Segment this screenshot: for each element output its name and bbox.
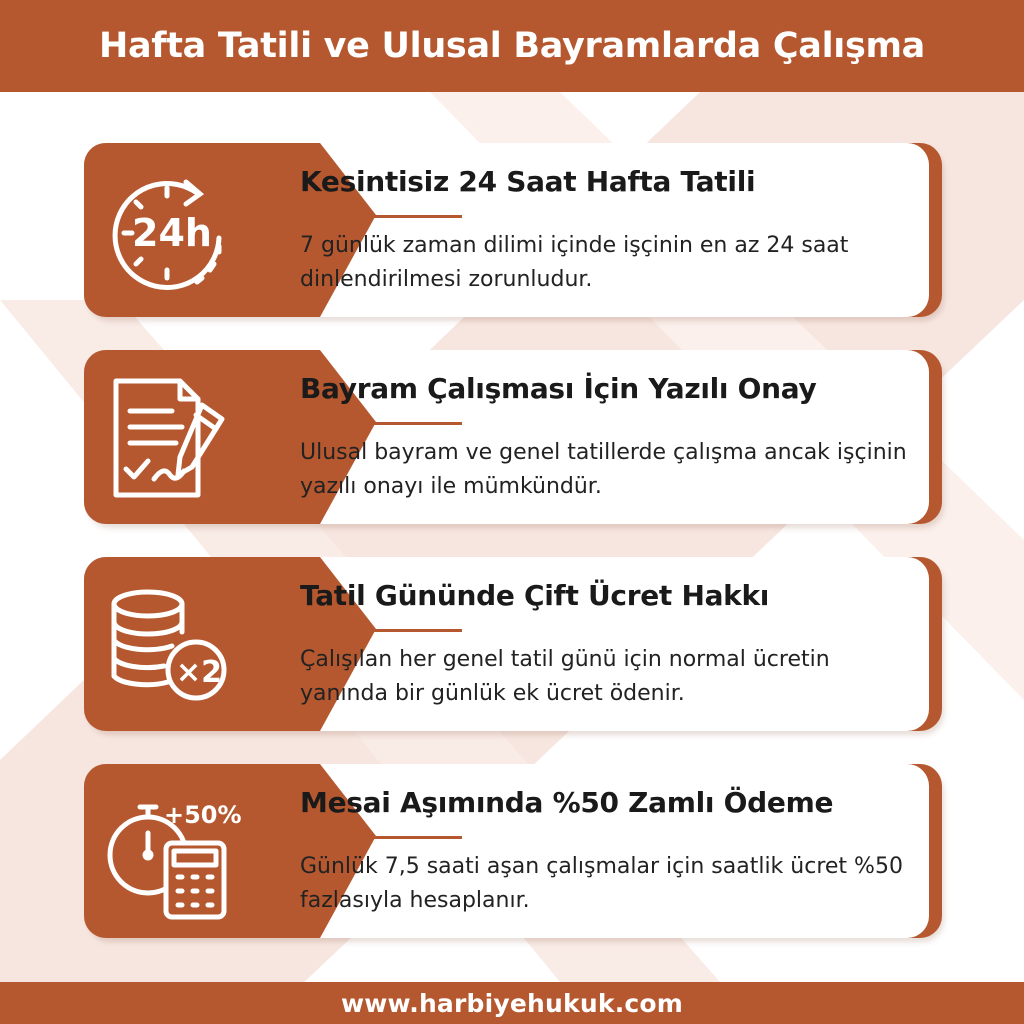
card-title: Kesintisiz 24 Saat Hafta Tatili <box>300 165 756 198</box>
svg-text:×2: ×2 <box>176 655 223 690</box>
card-description: 7 günlük zaman dilimi içinde işçinin en az 24 saat dinlendirilmesi zorunludur. <box>300 233 849 292</box>
card-weekly-rest <box>84 143 942 317</box>
card-overtime-pay <box>84 764 942 938</box>
svg-text:+50%: +50% <box>164 801 242 829</box>
page-footer <box>0 982 1024 1024</box>
coins-double-icon <box>102 582 232 712</box>
clock-24h-icon <box>102 168 232 298</box>
card-description: Ulusal bayram ve genel tatillerde çalışma ancak işçinin yazılı onayı ile mümkündür. <box>300 440 907 499</box>
card-title: Tatil Gününde Çift Ücret Hakkı <box>300 579 770 612</box>
card-description: Çalışılan her genel tatil günü için normal ücretin yanında bir günlük ek ücret ödenir. <box>300 647 830 706</box>
title-underline <box>300 422 462 425</box>
website-link[interactable]: www.harbiyehukuk.com <box>340 988 684 1018</box>
svg-text:24h: 24h <box>132 211 212 255</box>
title-underline <box>300 629 462 632</box>
title-underline <box>300 215 462 218</box>
card-title: Mesai Aşımında %50 Zamlı Ödeme <box>300 786 834 819</box>
title-underline <box>300 836 462 839</box>
card-description: Günlük 7,5 saati aşan çalışmalar için saatlik ücret %50 fazlasıyla hesaplanır. <box>300 854 903 913</box>
card-double-pay <box>84 557 942 731</box>
stopwatch-calculator-icon <box>102 789 242 919</box>
signed-document-icon <box>102 375 232 505</box>
card-holiday-consent <box>84 350 942 524</box>
card-title: Bayram Çalışması İçin Yazılı Onay <box>300 372 817 405</box>
page-title: Hafta Tatili ve Ulusal Bayramlarda Çalışma <box>99 26 925 66</box>
page-header <box>0 0 1024 92</box>
